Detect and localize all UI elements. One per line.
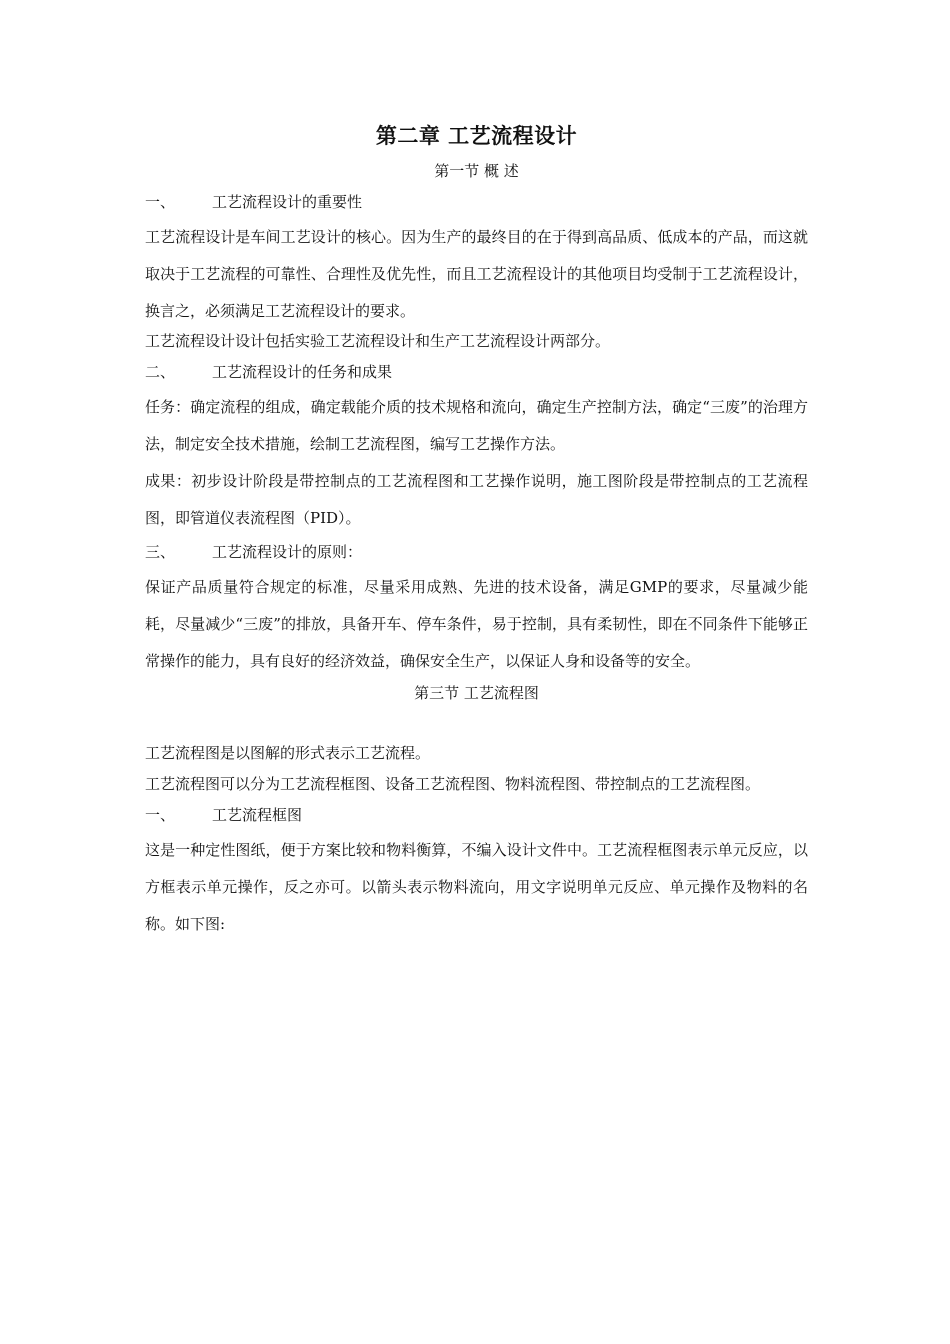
paragraph: 工艺流程设计是车间工艺设计的核心。因为生产的最终目的在于得到高品质、低成本的产品，而这就取决于工艺流程的可靠性、合理性及优先性，而且工艺流程设计的其他项目均受制于工艺流程设计，换言之，必须满足工艺流程设计的要求。 [145,228,808,320]
heading-text: 工艺流程设计的原则： [212,543,363,561]
paragraph-block [145,569,808,680]
paragraph: 工艺流程设计设计包括实验工艺流程设计和生产工艺流程设计两部分。 [145,332,611,350]
paragraph: 这是一种定性图纸，便于方案比较和物料衡算，不编入设计文件中。工艺流程框图表示单元反应，以方框表示单元操作，反之亦可。以箭头表示物料流向，用文字说明单元反应、单元操作及物料的名称。如下图: [145,841,808,933]
section-heading-principles [145,541,808,563]
paragraph: 工艺流程图可以分为工艺流程框图、设备工艺流程图、物料流程图、带控制点的工艺流程图。 [145,775,761,793]
chapter-title: 第二章 工艺流程设计 [375,123,578,148]
heading-text: 工艺流程框图 [212,806,303,824]
paragraph-block [145,389,808,537]
heading-number: 二、 [145,363,176,381]
paragraph-block [145,219,808,330]
section-heading-importance [145,191,808,213]
section-heading-tasks [145,361,808,383]
section-title-flowchart: 第三节 工艺流程图 [414,684,539,702]
heading-text: 工艺流程设计的任务和成果 [212,363,393,381]
heading-number: 一、 [145,193,176,211]
section-heading-block-diagram [145,804,808,826]
paragraph: 任务：确定流程的组成，确定载能介质的技术规格和流向，确定生产控制方法，确定“三废”的治理方法，制定安全技术措施，绘制工艺流程图，编写工艺操作方法。 [145,398,808,453]
heading-number: 三、 [145,543,176,561]
section-title-overview: 第一节 概 述 [434,162,519,180]
paragraph: 成果：初步设计阶段是带控制点的工艺流程图和工艺操作说明，施工图阶段是带控制点的工艺流程图，即管道仪表流程图（PID）。 [145,472,808,527]
paragraph: 工艺流程图是以图解的形式表示工艺流程。 [145,744,431,762]
heading-number: 一、 [145,806,176,824]
paragraph: 保证产品质量符合规定的标准，尽量采用成熟、先进的技术设备，满足GMP的要求，尽量减少能耗，尽量减少“三废”的排放，具备开车、停车条件，易于控制，具有柔韧性，即在不同条件下能够正常操作的能力，具有良好的经济效益，确保安全生产，以保证人身和设备等的安全。 [145,578,808,670]
heading-text: 工艺流程设计的重要性 [212,193,363,211]
paragraph-block [145,832,808,943]
document-content [145,118,808,943]
